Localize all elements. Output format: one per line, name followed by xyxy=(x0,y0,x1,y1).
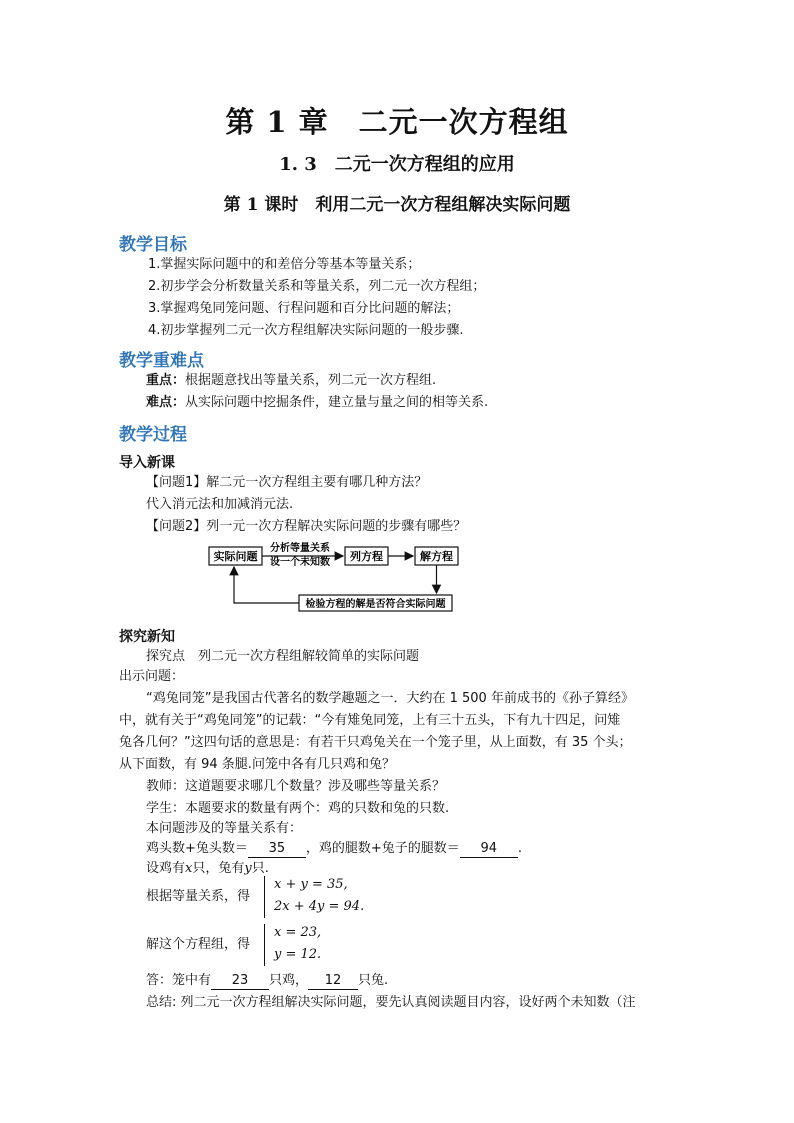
question-1: 【问题1】解二元一次方程组主要有哪几种方法？ xyxy=(146,475,428,490)
ans-blank-chickens: 23 xyxy=(211,973,269,990)
intro-heading: 导入新课 xyxy=(119,455,175,471)
ans-mid: 只鸡， xyxy=(269,973,309,988)
ans-blank-rabbits: 12 xyxy=(308,973,358,990)
objectives-heading: 教学目标 xyxy=(119,235,187,255)
key-label: 重点： xyxy=(146,373,186,388)
teacher-line: 教师：这道题要求哪几个数量？涉及哪些等量关系？ xyxy=(146,779,446,794)
relations-line: 本问题涉及的等量关系有： xyxy=(146,821,303,836)
key-text: 根据题意找出等量关系，列二元一次方程组. xyxy=(185,373,437,388)
problem-paragraph-line: 中，就有关于“鸡兔同笼”的记载：“今有雉兔同笼，上有三十五头，下有九十四足，问雉 xyxy=(119,713,621,728)
lesson-title: 第 1 课时 利用二元一次方程组解决实际问题 xyxy=(223,195,571,215)
let-end: 只. xyxy=(251,861,269,876)
problem-paragraph-line: 从下面数，有 94 条腿.问笼中各有几只鸡和兔？ xyxy=(119,757,395,772)
eq-end: . xyxy=(517,841,522,856)
equation-system-1 xyxy=(264,876,364,918)
hard-text: 从实际问题中挖掘条件，建立量与量之间的相等关系. xyxy=(185,395,489,410)
flow-box-equation-label: 列方程 xyxy=(350,550,383,563)
eq-mid: ，鸡的腿数+兔子的腿数＝ xyxy=(305,841,460,856)
section-title: 1. 3 二元一次方程组的应用 xyxy=(279,154,515,175)
eq-blank-heads: 35 xyxy=(248,841,306,858)
explore-heading: 探究新知 xyxy=(119,629,175,645)
problem-paragraph-line: “鸡兔同笼”是我国古代著名的数学趣题之一．大约在 1 500 年前成书的《孙子算经》 xyxy=(146,691,634,706)
problem-paragraph-line: 兔各几何？”这四句话的意思是：有若干只鸡兔关在一个笼子里，从上面数，有 35 个头； xyxy=(119,735,632,750)
eq-prefix: 鸡头数+兔头数＝ xyxy=(146,841,248,856)
ans-pre: 答：笼中有 xyxy=(146,973,212,988)
let-mid: 只，兔有 xyxy=(192,861,245,876)
keypoints-heading: 教学重难点 xyxy=(119,351,204,371)
flow-arrow-label-1: 分析等量关系 xyxy=(270,543,330,554)
system1-row-2: 2x + 4y = 94. xyxy=(274,899,365,914)
summary-line: 总结: 列二元一次方程组解决实际问题，要先认真阅读题目内容，设好两个未知数（注 xyxy=(146,995,636,1010)
var-x: x xyxy=(185,861,193,876)
explore-point: 探究点 列二元一次方程组解较简单的实际问题 xyxy=(146,649,420,664)
eq-blank-legs: 94 xyxy=(460,841,518,858)
objective-item: 3.掌握鸡兔同笼问题、行程问题和百分比问题的解法； xyxy=(148,301,460,316)
var-y: y xyxy=(244,861,252,876)
let-line xyxy=(146,860,269,878)
system2-row-2: y = 12. xyxy=(274,947,322,962)
system2-brace xyxy=(264,924,271,966)
flow-arrow-label-2: 设一个未知数 xyxy=(270,557,330,568)
show-problem: 出示问题： xyxy=(119,669,185,684)
let-pre: 设鸡有 xyxy=(146,861,186,876)
flow-arrow-return xyxy=(234,567,299,603)
objective-item: 2.初步学会分析数量关系和等量关系，列二元一次方程组； xyxy=(148,279,486,294)
objective-item: 1.掌握实际问题中的和差倍分等基本等量关系； xyxy=(148,257,421,272)
answer-1: 代入消元法和加减消元法. xyxy=(146,497,294,512)
system2-row-1: x = 23, xyxy=(274,925,322,940)
system1-label: 根据等量关系，得 xyxy=(146,889,251,904)
system1-brace xyxy=(264,876,271,918)
ans-end: 只兔. xyxy=(358,973,389,988)
answer-line xyxy=(146,972,388,990)
flow-box-solve-label: 解方程 xyxy=(420,550,453,563)
flow-box-check-label: 检验方程的解是否符合实际问题 xyxy=(305,599,446,610)
question-2: 【问题2】列一元一次方程解决实际问题的步骤有哪些？ xyxy=(146,519,467,534)
chapter-title: 第 1 章 二元一次方程组 xyxy=(225,105,569,139)
system2-label: 解这个方程组，得 xyxy=(146,937,251,952)
process-heading: 教学过程 xyxy=(119,425,187,445)
system1-row-1: x + y = 35, xyxy=(274,877,348,892)
student-line: 学生：本题要求的数量有两个：鸡的只数和兔的只数. xyxy=(146,801,450,816)
flow-box-problem-label: 实际问题 xyxy=(213,550,258,563)
relation-equations xyxy=(146,840,522,858)
hard-label: 难点： xyxy=(146,395,186,410)
objective-item: 4.初步掌握列二元一次方程组解决实际问题的一般步骤. xyxy=(148,323,464,338)
solution-system xyxy=(264,924,344,966)
